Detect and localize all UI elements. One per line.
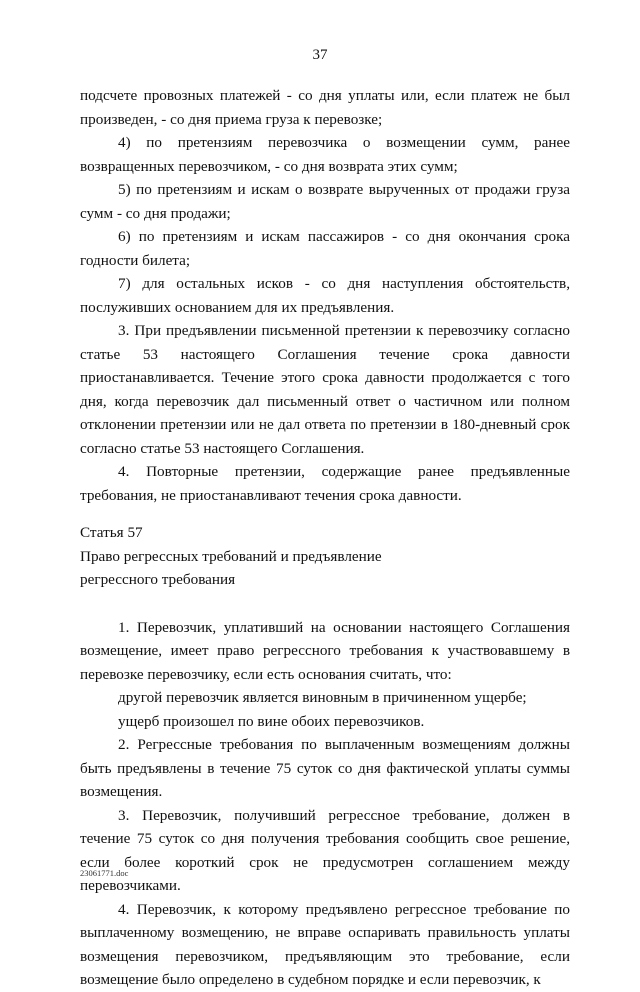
article-clause-3: 3. Перевозчик, получивший регрессное требование, должен в течение 75 суток со дня получения требования сообщить свое решение, если более короткий срок не предусмотрен соглашением между перевозчиками.	[80, 806, 570, 894]
article-clause-4: 4. Перевозчик, к которому предъявлено регрессное требование по выплаченному возмещению, не вправе оспаривать правильность уплаты возмещения перевозчиком, предъявляющим это требование, если возмещение было определено в судебном порядке и если перевозчик, к	[80, 900, 570, 988]
paragraph-item-6: 6) по претензиям и искам пассажиров - со дня окончания срока годности билета;	[80, 228, 570, 269]
page-number: 37	[312, 47, 328, 63]
paragraph-continuation: подсчете провозных платежей - со дня уплаты или, если платеж не был произведен, - со дня приема груза к перевозке;	[80, 87, 570, 128]
article-title-line-2: регрессного требования	[80, 571, 236, 588]
article-number: Статья 57	[80, 524, 143, 541]
article-clause-1-case-a: другой перевозчик является виновным в причиненном ущербе;	[118, 689, 527, 706]
paragraph-clause-4: 4. Повторные претензии, содержащие ранее предъявленные требования, не приостанавливают течения срока давности.	[80, 463, 570, 504]
document-body	[80, 84, 570, 992]
file-name-footer: 23061771.doc	[80, 868, 129, 878]
article-clause-1-case-b: ущерб произошел по вине обоих перевозчиков.	[118, 712, 425, 730]
paragraph-clause-3: 3. При предъявлении письменной претензии к перевозчику согласно статье 53 настоящего Соглашения течение срока давности приостанавливается. Течение этого срока давности продолжается с того дня, когда перевозчик дал письменный ответ о частичном или полном отклонении претензии или не дал ответа по претензии в 180-дневный срок согласно статье 53 настоящего Соглашения.	[80, 322, 570, 457]
article-title-line-1: Право регрессных требований и предъявление	[80, 547, 382, 565]
paragraph-item-7: 7) для остальных исков - со дня наступления обстоятельств, послуживших основанием для их предъявления.	[80, 275, 570, 316]
article-clause-1: 1. Перевозчик, уплативший на основании настоящего Соглашения возмещение, имеет право регрессного требования к участвовавшему в перевозке перевозчику, если есть основания считать, что:	[80, 618, 570, 683]
article-clause-2: 2. Регрессные требования по выплаченным возмещениям должны быть предъявлены в течение 75 суток со дня фактической уплаты суммы возмещения.	[80, 736, 570, 800]
article-heading	[80, 521, 570, 592]
paragraph-item-4: 4) по претензиям перевозчика о возмещении сумм, ранее возвращенных перевозчиком, - со дня возврата этих сумм;	[80, 134, 570, 175]
paragraph-item-5: 5) по претензиям и искам о возврате вырученных от продажи груза сумм - со дня продажи;	[80, 181, 570, 222]
